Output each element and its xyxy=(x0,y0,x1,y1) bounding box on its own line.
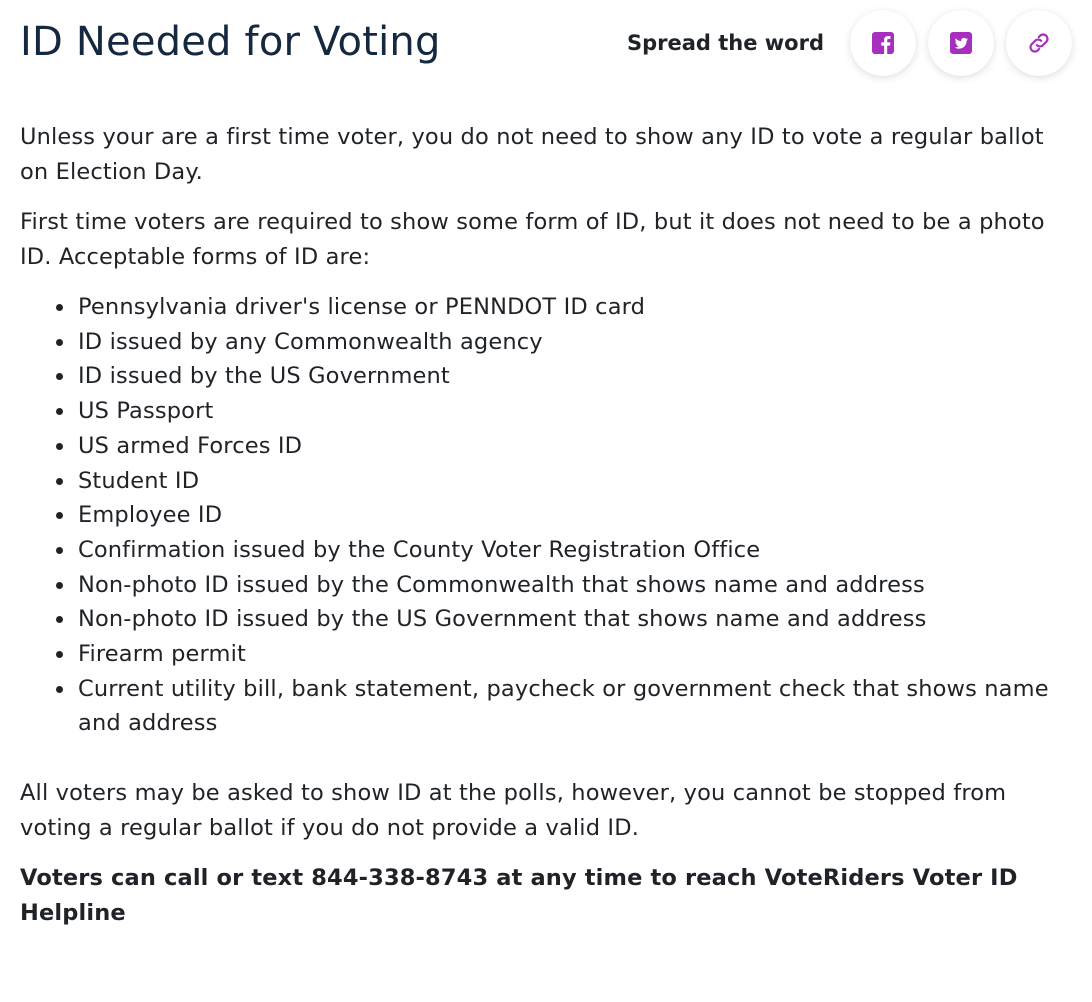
list-item: Current utility bill, bank statement, paycheck or government check that shows name and address xyxy=(78,672,1072,741)
share-label: Spread the word xyxy=(626,31,824,55)
facebook-share-button[interactable] xyxy=(850,10,916,76)
page xyxy=(20,0,1072,927)
copy-link-button[interactable] xyxy=(1006,10,1072,76)
twitter-icon xyxy=(949,31,973,55)
list-item: Non-photo ID issued by the Commonwealth that shows name and address xyxy=(78,568,1072,603)
list-item: Employee ID xyxy=(78,498,1072,533)
polls-id-paragraph: All voters may be asked to show ID at the polls, however, you cannot be stopped from voting a regular ballot if you do not provide a valid ID. xyxy=(20,780,1007,842)
helpline-paragraph: Voters can call or text 844-338-8743 at any time to reach VoteRiders Voter ID Helpline xyxy=(20,865,1018,927)
twitter-share-button[interactable] xyxy=(928,10,994,76)
list-item: Confirmation issued by the County Voter Registration Office xyxy=(78,533,1072,568)
first-time-voters-paragraph: First time voters are required to show some form of ID, but it does not need to be a photo ID. Acceptable forms of ID are: xyxy=(20,209,1045,270)
article-body xyxy=(20,120,1072,946)
list-item: Student ID xyxy=(78,464,1072,499)
intro-paragraph: Unless your are a first time voter, you do not need to show any ID to vote a regular ballot on Election Day. xyxy=(20,124,1044,185)
link-icon xyxy=(1026,30,1052,56)
page-title: ID Needed for Voting xyxy=(20,19,441,65)
list-item: ID issued by the US Government xyxy=(78,359,1072,394)
share-bar xyxy=(627,10,1072,76)
facebook-icon xyxy=(871,31,895,55)
list-item: Firearm permit xyxy=(78,637,1072,672)
list-item: Non-photo ID issued by the US Government that shows name and address xyxy=(78,602,1072,637)
list-item: ID issued by any Commonwealth agency xyxy=(78,325,1072,360)
list-item: US armed Forces ID xyxy=(78,429,1072,464)
list-item: Pennsylvania driver's license or PENNDOT ID card xyxy=(78,290,1072,325)
page-header xyxy=(20,0,1072,92)
acceptable-id-list xyxy=(20,290,1072,741)
list-item: US Passport xyxy=(78,394,1072,429)
